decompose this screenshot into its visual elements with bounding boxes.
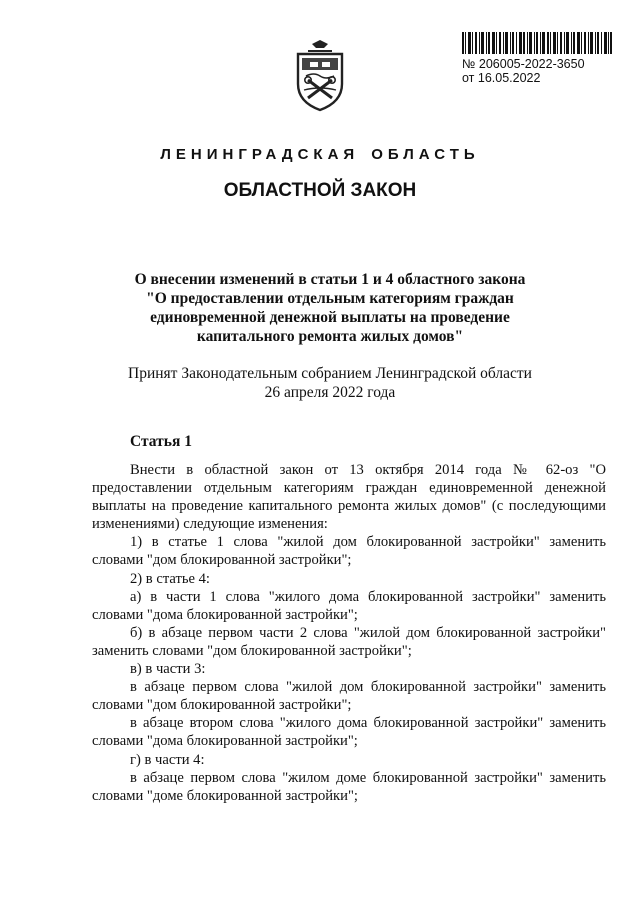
article-paragraph: б) в абзаце первом части 2 слова "жилой дом блокированной застройки" заменить словами "дом блокированной застройки"; [92, 624, 606, 659]
coat-of-arms-icon [294, 40, 346, 112]
region-word-1: ЛЕНИНГРАДСКАЯ [160, 146, 360, 163]
subject-line: капитального ремонта жилых домов" [196, 328, 464, 345]
article-body [92, 461, 606, 805]
subject-line: единовременной денежной выплаты на проведение [150, 309, 510, 326]
article-paragraph: 2) в статье 4: [130, 570, 210, 587]
barcode-graphic [462, 32, 612, 54]
region-name [0, 146, 640, 163]
article-paragraph: Внести в областной закон от 13 октября 2014 года № 62-оз "О предоставлении отдельным категориям граждан единовременной денежной выплаты на проведение капитального ремонта жилых домов" (с последующими изменениями) следующие изменения: [92, 462, 606, 533]
law-type-title: ОБЛАСТНОЙ ЗАКОН [223, 180, 417, 201]
subject-line: О внесении изменений в статьи 1 и 4 областного закона [134, 271, 526, 288]
article-paragraph: в) в части 3: [130, 661, 206, 678]
article-paragraph: в абзаце первом слова "жилой дом блокированной застройки" заменить словами "дом блокированной застройки"; [92, 679, 606, 714]
registration-number: № 206005-2022-3650 [462, 57, 585, 71]
article-paragraph: в абзаце втором слова "жилого дома блокированной застройки" заменить словами "дома блокированной застройки"; [92, 715, 606, 750]
registration-block [462, 57, 585, 85]
adoption-note [80, 364, 580, 402]
adoption-line: Принят Законодательным собранием Ленинградской области [128, 365, 532, 382]
article-heading: Статья 1 [130, 433, 192, 450]
registration-date: от 16.05.2022 [462, 71, 541, 85]
region-word-2: ОБЛАСТЬ [371, 146, 480, 163]
adoption-date: 26 апреля 2022 года [264, 384, 396, 401]
article-paragraph: а) в части 1 слова "жилого дома блокированной застройки" заменить словами "дома блокированной застройки"; [92, 588, 606, 623]
article-paragraph: в абзаце первом слова "жилом доме блокированной застройки" заменить словами "доме блокированной застройки"; [92, 769, 606, 804]
subject-line: "О предоставлении отдельным категориям граждан [146, 290, 514, 307]
law-subject [90, 270, 570, 346]
article-paragraph: 1) в статье 1 слова "жилой дом блокированной застройки" заменить словами "дом блокированной застройки"; [92, 534, 606, 569]
article-paragraph: г) в части 4: [130, 751, 205, 768]
